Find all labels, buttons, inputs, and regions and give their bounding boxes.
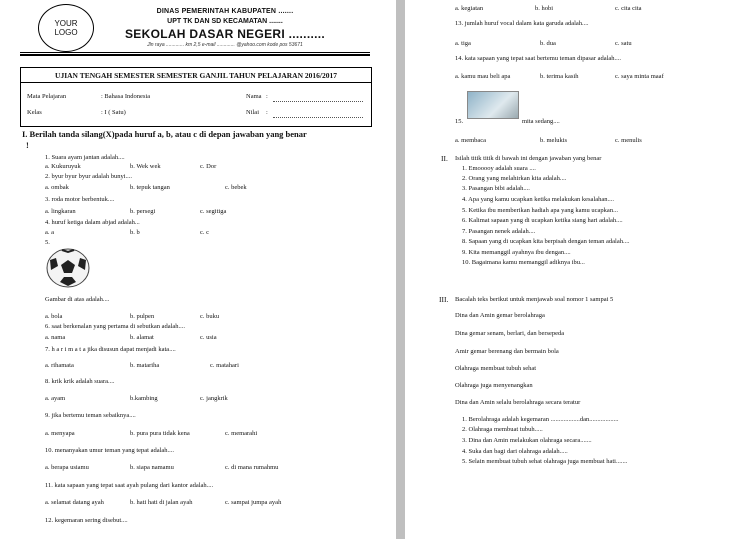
q2-option-a[interactable]: a. ombak [45,184,69,191]
subject-label: Mata Pelajaran [27,93,67,100]
section-3-item-5: 5. Selain membuat tubuh sehat olahraga juga membuat hati....... [462,458,628,465]
soccer-ball-image [46,248,90,288]
school-name: SEKOLAH DASAR NEGERI .......... [125,27,325,41]
question-7: 7. h a r i m a t a jika disusun dapat menjadi kata.... [45,346,176,353]
passage-line-6: Dina dan Amin selalu berolahraga secara teratur [455,399,581,406]
question-3: 3. roda motor berbentuk.... [45,196,115,203]
question-4: 4. huruf ketiga dalam abjad adalah... [45,219,140,226]
q7-option-a[interactable]: a. rihamata [45,362,74,369]
q8-option-b[interactable]: b.kambing [130,395,158,402]
logo-line-1: YOUR [54,18,78,28]
q7-option-b[interactable]: b. matariha [130,362,160,369]
child-reading-image [467,91,519,119]
right-page [405,0,735,539]
question-5-caption: Gambar di atas adalah.... [45,296,110,303]
score-colon: : [266,109,268,116]
section-2-item-9: 9. Kita memanggil ayahnya ibu dengan.... [462,249,571,256]
section-3-number: III. [439,295,449,304]
q5-option-a[interactable]: a. bola [45,313,63,320]
q11-option-a[interactable]: a. selamat datang ayah [45,499,104,506]
q9-option-a[interactable]: a. menyapa [45,430,75,437]
section-3-item-2: 2. Olahraga membuat tubuh..... [462,426,543,433]
q1-option-c[interactable]: c. Dor [200,163,217,170]
q13-option-b[interactable]: b. dua [540,40,556,47]
question-10: 10. menanyakan umur teman yang tepat adalah.... [45,447,175,454]
q6-option-a[interactable]: a. nama [45,334,66,341]
q8-option-c[interactable]: c. jangkrik [200,395,228,402]
question-11: 11. kata sapaan yang tepat saat ayah pulang dari kantor adalah.... [45,482,214,489]
question-6: 6. saat berkenalan yang pertama di sebutkan adalah.... [45,323,186,330]
question-14: 14. kata sapaan yang tepat saat bertemu teman dipasar adalah.... [455,55,622,62]
question-13: 13. jumlah huruf vocal dalam kata garuda adalah.... [455,20,589,27]
q10-option-a[interactable]: a. berapa usiamu [45,464,89,471]
q13-option-a[interactable]: a. tiga [455,40,471,47]
q15-option-c[interactable]: c. menulis [615,137,642,144]
section-2-item-4: 4. Apa yang kamu ucapkan ketika melakukan kesalahan.... [462,196,614,203]
header-line-2: UPT TK DAN SD KECAMATAN ....... [167,18,283,25]
section-2-number: II. [441,154,448,163]
q4-option-a[interactable]: a. a [45,229,55,236]
score-label: Nilai [246,109,259,116]
header-rule-2 [20,54,370,56]
q3-option-b[interactable]: b. persegi [130,208,156,215]
q3-option-a[interactable]: a. lingkaran [45,208,76,215]
q10-option-b[interactable]: b. siapa namamu [130,464,174,471]
section-3-title: Bacalah teks berikut untuk menjawab soal nomor 1 sampai 5 [455,296,614,303]
q12-option-c[interactable]: c. cita cita [615,5,642,12]
q4-option-c[interactable]: c. c [200,229,210,236]
name-blank[interactable] [273,101,363,102]
q12-option-b[interactable]: b. hobi [535,5,554,12]
section-2-item-6: 6. Kalimat sapaan yang di ucapkan ketika siang hari adalah.... [462,217,623,224]
school-address: Jln raya ............. km 2,5 e-mail ............. @yahoo.com kode pos 53671 [147,42,303,48]
q3-option-c[interactable]: c. segitiga [200,208,227,215]
q9-option-b[interactable]: b. pura pura tidak kena [130,430,190,437]
q1-option-a[interactable]: a. Kukuruyuk [45,163,81,170]
section-2-item-3: 3. Pasangan bibi adalah.... [462,185,530,192]
question-9: 9. jika bertemu teman sebaiknya.... [45,412,136,419]
q8-option-a[interactable]: a. ayam [45,395,66,402]
q11-option-c[interactable]: c. sampai jumpa ayah [225,499,282,506]
passage-line-1: Dina dan Amin gemar berolahraga [455,312,545,319]
q11-option-b[interactable]: b. hati hati di jalan ayah [130,499,193,506]
section-1-title: I. Berilah tanda silang(X)pada huruf a, b, atau c di depan jawaban yang benar [22,129,307,139]
section-2-item-7: 7. Pasangan nenek adalah.... [462,228,536,235]
q15-option-a[interactable]: a. membaca [455,137,487,144]
q14-option-a[interactable]: a. kamu mau beli apa [455,73,511,80]
passage-line-5: Olahraga juga menyenangkan [455,382,533,389]
exam-title-rule [21,82,371,83]
q9-option-c[interactable]: c. memarahi [225,430,258,437]
q12-option-a[interactable]: a. kegiatan [455,5,484,12]
header-line-1: DINAS PEMERINTAH KABUPATEN ....... [156,8,294,15]
subject-value: : Bahasa Indonesia [101,93,151,100]
section-2-item-10: 10. Bagaimana kamu memanggil adiknya ibu... [462,259,585,266]
section-3-item-1: 1. Berolahraga adalah kegemaran ..................dan.................. [462,416,619,423]
section-3-item-3: 3. Dina dan Amin melakukan olahraga secara....... [462,437,592,444]
question-15-number: 15. [455,118,464,125]
header-rule-1 [20,52,370,53]
score-blank[interactable] [273,117,363,118]
school-logo [38,4,94,52]
section-2-item-1: 1. Emooooy adalah suara .... [462,165,536,172]
q15-option-b[interactable]: b. melukis [540,137,568,144]
passage-line-2: Dina gemar senam, berlari, dan bersepeda [455,330,565,337]
passage-line-3: Amir gemar berenang dan bermain bola [455,348,559,355]
q6-option-b[interactable]: b. alamat [130,334,154,341]
q7-option-c[interactable]: c. matahari [210,362,239,369]
section-2-item-5: 5. Ketika ibu memberikan hadiah apa yang kamu ucapkan... [462,207,618,214]
name-label: Nama [246,93,262,100]
question-5: 5. [45,239,50,246]
q10-option-c[interactable]: c. di mana rumahmu [225,464,279,471]
question-15-text: mita sedang.... [522,118,560,125]
q14-option-b[interactable]: b. terima kasih [540,73,579,80]
q13-option-c[interactable]: c. satu [615,40,632,47]
name-colon: : [266,93,268,100]
q2-option-c[interactable]: c. bebek [225,184,247,191]
section-2-item-2: 2. Orang yang melahirkan kita adalah.... [462,175,567,182]
q1-option-b[interactable]: b. Wek wek [130,163,161,170]
question-1: 1. Suara ayam jantan adalah.... [45,154,125,161]
q2-option-b[interactable]: b. tepuk tangan [130,184,170,191]
section-2-item-8: 8. Sapaan yang di ucapkan kita berpisah dengan teman adalah.... [462,238,630,245]
q5-option-c[interactable]: c. buku [200,313,220,320]
section-3-item-4: 4. Suka dan bagi dari olahraga adalah..... [462,448,568,455]
passage-line-4: Olahraga membuat tubuh sehat [455,365,537,372]
question-12: 12. kegemaran sering disebut.... [45,517,128,524]
question-2: 2. byur byur byur adalah bunyi.... [45,173,133,180]
q6-option-c[interactable]: c. usia [200,334,217,341]
section-2-title: Isilah titik titik di bawah ini dengan jawaban yang benar [455,155,602,162]
q14-option-c[interactable]: c. saya minta maaf [615,73,664,80]
class-label: Kelas [27,109,42,116]
section-1-title-cont: ! [26,140,29,150]
question-8: 8. krik krik adalah suara.... [45,378,115,385]
q4-option-b[interactable]: b. b [130,229,140,236]
logo-line-2: LOGO [54,28,78,37]
class-value: : I ( Satu) [101,109,126,116]
exam-title: UJIAN TENGAH SEMESTER SEMESTER GANJIL TAHUN PELAJARAN 2016/2017 [55,71,337,80]
q5-option-b[interactable]: b. pulpen [130,313,155,320]
exam-info-box [20,67,372,127]
